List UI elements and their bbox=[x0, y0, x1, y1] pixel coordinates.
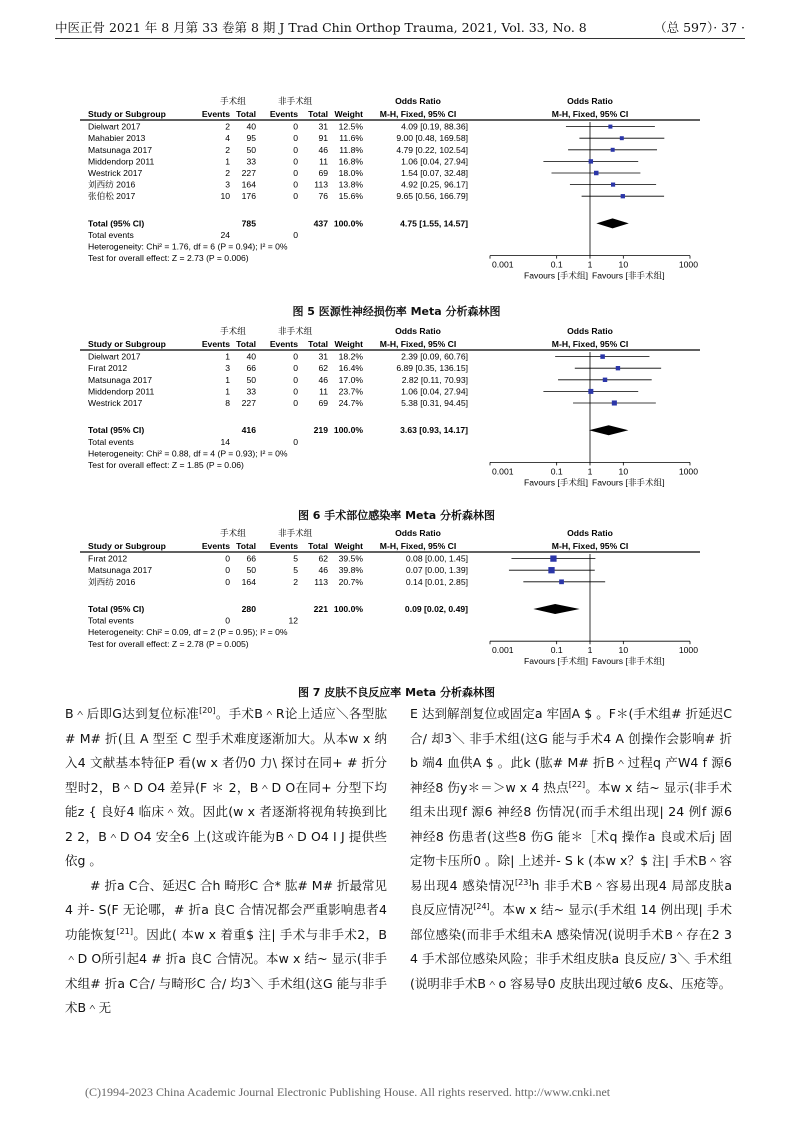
citation-ref: [20] bbox=[199, 705, 216, 715]
total-nonsurgical: 91 bbox=[318, 133, 328, 144]
citation-ref: [22] bbox=[568, 779, 586, 789]
point-estimate-square bbox=[588, 389, 593, 394]
study-or-ci: 4.09 [0.19, 88.36] bbox=[401, 121, 468, 132]
favours-left-label: Favours [手术组] bbox=[524, 656, 588, 667]
column-header-total: Total bbox=[236, 109, 256, 119]
column-header-study: Study or Subgroup bbox=[88, 541, 166, 551]
favours-right-label: Favours [非手术组] bbox=[592, 477, 665, 488]
column-header-ci: M-H, Fixed, 95% CI bbox=[379, 109, 457, 119]
total-surgical: 66 bbox=[246, 553, 256, 564]
study-name: 张伯松 2017 bbox=[88, 191, 136, 202]
total-surgical: 40 bbox=[246, 351, 256, 362]
point-estimate-square bbox=[600, 354, 605, 359]
total-surgical: 50 bbox=[246, 144, 256, 155]
total-nonsurgical: 221 bbox=[313, 604, 328, 614]
point-estimate-square bbox=[620, 136, 624, 140]
figure-7-caption: 图 7 皮肤不良反应率 Meta 分析森林图 bbox=[297, 686, 496, 699]
total-nonsurgical: 46 bbox=[318, 565, 328, 576]
overall-effect-text: Test for overall effect: Z = 2.73 (P = 0.006) bbox=[88, 253, 249, 264]
study-name: Dielwart 2017 bbox=[88, 121, 141, 132]
x-axis-tick-label: 0.001 bbox=[492, 645, 514, 656]
study-weight: 23.7% bbox=[338, 386, 363, 397]
column-header-study: Study or Subgroup bbox=[88, 109, 166, 119]
events-surgical: 3 bbox=[225, 179, 230, 190]
events-nonsurgical: 2 bbox=[293, 576, 298, 587]
total-events-surgical: 24 bbox=[220, 230, 230, 240]
total-or-ci: 4.75 [1.55, 14.57] bbox=[400, 218, 468, 229]
x-axis-tick-label: 0.001 bbox=[492, 466, 514, 477]
group-header-surgical: 手术组 bbox=[220, 528, 246, 538]
x-axis-tick-label: 1 bbox=[587, 645, 593, 656]
total-events-label: Total events bbox=[88, 436, 134, 447]
point-estimate-square bbox=[589, 159, 593, 163]
total-surgical: 66 bbox=[246, 363, 256, 374]
total-events-nonsurgical: 0 bbox=[293, 230, 298, 240]
events-nonsurgical: 5 bbox=[293, 565, 298, 576]
point-estimate-square bbox=[611, 183, 615, 187]
column-header-total: Total bbox=[308, 339, 328, 349]
total-surgical: 164 bbox=[241, 179, 256, 190]
events-nonsurgical: 0 bbox=[293, 386, 298, 397]
study-name: Middendorp 2011 bbox=[88, 386, 155, 397]
forest-plot-fig7 bbox=[80, 525, 710, 675]
column-header-total: Total bbox=[236, 339, 256, 349]
events-nonsurgical: 0 bbox=[293, 168, 298, 178]
study-weight: 18.2% bbox=[338, 351, 363, 362]
events-nonsurgical: 0 bbox=[293, 191, 298, 202]
study-or-ci: 2.82 [0.11, 70.93] bbox=[401, 374, 468, 385]
study-or-ci: 2.39 [0.09, 60.76] bbox=[401, 351, 468, 362]
events-surgical: 8 bbox=[225, 398, 230, 408]
favours-left-label: Favours [手术组] bbox=[524, 477, 588, 488]
column-header-ci: M-H, Fixed, 95% CI bbox=[551, 109, 629, 119]
events-surgical: 2 bbox=[225, 144, 230, 155]
study-weight: 39.8% bbox=[338, 565, 363, 576]
favours-right-label: Favours [非手术组] bbox=[592, 270, 665, 281]
citation-ref: [21] bbox=[116, 926, 133, 936]
study-or-ci: 9.00 [0.48, 169.58] bbox=[396, 133, 468, 144]
total-surgical: 95 bbox=[246, 133, 256, 144]
events-surgical: 0 bbox=[225, 576, 230, 587]
column-header-weight: Weight bbox=[334, 339, 363, 349]
x-axis-tick-label: 10 bbox=[618, 466, 629, 477]
study-name: Westrick 2017 bbox=[88, 168, 143, 178]
group-header-surgical: 手术组 bbox=[220, 326, 246, 336]
total-weight: 100.0% bbox=[333, 604, 363, 614]
forest-plot-fig6 bbox=[80, 323, 710, 493]
favours-left-label: Favours [手术组] bbox=[524, 270, 588, 281]
group-header-nonsurgical: 非手术组 bbox=[278, 528, 313, 538]
total-weight: 100.0% bbox=[333, 425, 363, 436]
study-name: Westrick 2017 bbox=[88, 398, 143, 408]
events-nonsurgical: 5 bbox=[293, 553, 298, 564]
running-header bbox=[55, 18, 745, 39]
study-weight: 18.0% bbox=[338, 168, 363, 178]
total-weight: 100.0% bbox=[333, 218, 363, 229]
forest-plot-fig5 bbox=[80, 93, 710, 293]
column-header-events: Events bbox=[201, 339, 230, 349]
column-header-total: Total bbox=[308, 541, 328, 551]
point-estimate-square bbox=[550, 555, 556, 561]
total-events-nonsurgical: 0 bbox=[293, 436, 298, 447]
or-plot-header: Odds Ratio bbox=[567, 96, 613, 106]
study-name: 刘西纺 2016 bbox=[88, 576, 136, 587]
total-events-surgical: 0 bbox=[225, 615, 230, 626]
column-header-events: Events bbox=[269, 109, 298, 119]
total-nonsurgical: 437 bbox=[313, 218, 328, 229]
study-name: Fırat 2012 bbox=[88, 553, 128, 564]
study-name: Fırat 2012 bbox=[88, 363, 128, 374]
column-header-total: Total bbox=[308, 109, 328, 119]
x-axis-tick-label: 1000 bbox=[678, 645, 698, 656]
point-estimate-square bbox=[616, 366, 620, 370]
total-surgical: 176 bbox=[241, 191, 256, 202]
study-weight: 15.6% bbox=[338, 191, 363, 202]
study-weight: 20.7% bbox=[338, 576, 363, 587]
events-surgical: 2 bbox=[225, 121, 230, 132]
total-events-label: Total events bbox=[88, 230, 134, 240]
x-axis-tick-label: 1000 bbox=[678, 466, 698, 477]
study-or-ci: 4.79 [0.22, 102.54] bbox=[396, 144, 468, 155]
total-surgical: 50 bbox=[246, 374, 256, 385]
study-weight: 13.8% bbox=[338, 179, 363, 190]
point-estimate-square bbox=[594, 171, 599, 176]
point-estimate-square bbox=[603, 378, 607, 382]
point-estimate-square bbox=[548, 567, 554, 573]
total-surgical: 227 bbox=[241, 168, 256, 178]
body-column-left bbox=[65, 702, 387, 1021]
study-weight: 11.6% bbox=[339, 133, 363, 144]
group-header-nonsurgical: 非手术组 bbox=[278, 326, 313, 336]
total-nonsurgical: 31 bbox=[318, 351, 328, 362]
x-axis-tick-label: 10 bbox=[618, 645, 629, 656]
study-or-ci: 1.06 [0.04, 27.94] bbox=[401, 156, 468, 167]
study-name: 刘西纺 2016 bbox=[88, 179, 136, 190]
events-surgical: 3 bbox=[225, 363, 230, 374]
events-nonsurgical: 0 bbox=[293, 363, 298, 374]
group-header-surgical: 手术组 bbox=[220, 96, 246, 106]
events-surgical: 4 bbox=[225, 133, 230, 144]
point-estimate-square bbox=[612, 400, 617, 405]
figure-5-caption: 图 5 医源性神经损伤率 Meta 分析森林图 bbox=[292, 305, 501, 318]
column-header-ci: M-H, Fixed, 95% CI bbox=[551, 541, 629, 551]
events-nonsurgical: 0 bbox=[293, 179, 298, 190]
total-label: Total (95% CI) bbox=[88, 604, 145, 614]
study-or-ci: 9.65 [0.56, 166.79] bbox=[396, 191, 468, 202]
paragraph-text: 。本w x 结~ 显示(非手术组未出现f 源6 神经8 伤情况(而手术组出现| 24 例f 源6 神经8 伤患者(这些8 伤G 能＊［术q 操作a 良或术后j 固定物卡压所0 。除| 上述并- S k (本w x？$ 注| 手术B＾容易出现4 感染情况 bbox=[410, 779, 732, 893]
study-weight: 24.7% bbox=[338, 398, 363, 408]
page-number: （总 597）· 37 · bbox=[654, 20, 745, 35]
paragraph-text: h 非手术B＾容易出现4 局部皮肤a 良反应情况 bbox=[410, 877, 732, 917]
study-or-ci: 1.54 [0.07, 32.48] bbox=[401, 168, 468, 178]
study-or-ci: 0.08 [0.00, 1.45] bbox=[405, 553, 468, 564]
total-nonsurgical: 219 bbox=[313, 425, 328, 436]
total-events-nonsurgical: 12 bbox=[288, 615, 298, 626]
study-weight: 16.4% bbox=[338, 363, 363, 374]
heterogeneity-text: Heterogeneity: Chi² = 0.09, df = 2 (P = 0.95); I² = 0% bbox=[88, 627, 288, 638]
journal-citation: 中医正骨 2021 年 8 月第 33 卷第 8 期 J Trad Chin Orthop Trauma, 2021, Vol. 33, No. 8 bbox=[55, 20, 587, 35]
events-surgical: 1 bbox=[225, 386, 230, 397]
column-header-events: Events bbox=[269, 339, 298, 349]
events-surgical: 0 bbox=[225, 553, 230, 564]
x-axis-tick-label: 0.1 bbox=[550, 259, 563, 270]
x-axis-tick-label: 1000 bbox=[678, 259, 698, 270]
or-plot-header: Odds Ratio bbox=[567, 326, 613, 336]
events-surgical: 1 bbox=[225, 156, 230, 167]
study-or-ci: 6.89 [0.35, 136.15] bbox=[396, 363, 468, 374]
events-nonsurgical: 0 bbox=[293, 374, 298, 385]
point-estimate-square bbox=[611, 148, 615, 152]
study-weight: 12.5% bbox=[338, 121, 363, 132]
total-label: Total (95% CI) bbox=[88, 425, 145, 436]
paragraph-text: 。本w x 结~ 显示(手术组 14 例出现| 手术部位感染(而非手术组未A 感染情况(说明手术B＾存在2 3 4 手术部位感染风险；非手术组皮肤a 良反应/ 3＼ 手术组(说明非手术B＾o 容易导0 皮肤出现过敏6 皮&、压疮等。 bbox=[410, 902, 732, 991]
events-nonsurgical: 0 bbox=[293, 398, 298, 408]
overall-effect-text: Test for overall effect: Z = 1.85 (P = 0.06) bbox=[88, 460, 244, 470]
total-events-surgical: 14 bbox=[220, 436, 230, 447]
column-header-study: Study or Subgroup bbox=[88, 339, 166, 349]
paragraph-text: B＾后即G达到复位标准 bbox=[65, 706, 200, 721]
heterogeneity-text: Heterogeneity: Chi² = 1.76, df = 6 (P = 0.94); I² = 0% bbox=[88, 241, 288, 252]
events-nonsurgical: 0 bbox=[293, 156, 298, 167]
study-or-ci: 1.06 [0.04, 27.94] bbox=[401, 386, 468, 397]
x-axis-tick-label: 0.001 bbox=[492, 259, 514, 270]
total-surgical: 785 bbox=[241, 218, 256, 229]
events-surgical: 10 bbox=[220, 191, 230, 202]
or-header: Odds Ratio bbox=[395, 96, 441, 106]
citation-ref: [24] bbox=[473, 901, 490, 911]
pooled-diamond bbox=[589, 425, 628, 435]
study-weight: 17.0% bbox=[338, 374, 363, 385]
copyright-footer: (C)1994-2023 China Academic Journal Electronic Publishing House. All rights reserved. http://www.cnki.net bbox=[85, 1085, 611, 1099]
point-estimate-square bbox=[559, 579, 564, 584]
x-axis-tick-label: 1 bbox=[587, 259, 593, 270]
total-nonsurgical: 62 bbox=[318, 363, 328, 374]
events-nonsurgical: 0 bbox=[293, 121, 298, 132]
total-nonsurgical: 113 bbox=[314, 179, 328, 190]
study-name: Mahabier 2013 bbox=[88, 133, 146, 144]
study-name: Matsunaga 2017 bbox=[88, 565, 153, 576]
total-nonsurgical: 31 bbox=[318, 121, 328, 132]
events-surgical: 1 bbox=[225, 351, 230, 362]
group-header-nonsurgical: 非手术组 bbox=[278, 96, 313, 106]
total-nonsurgical: 69 bbox=[318, 398, 328, 408]
total-surgical: 50 bbox=[246, 565, 256, 576]
events-nonsurgical: 0 bbox=[293, 351, 298, 362]
total-nonsurgical: 11 bbox=[319, 156, 328, 167]
x-axis-tick-label: 0.1 bbox=[550, 466, 563, 477]
study-or-ci: 0.14 [0.01, 2.85] bbox=[405, 576, 468, 587]
paragraph-text: E 达到解剖复位或固定a 牢固A $ 。F＊(手术组# 折延迟C 合/ 却3＼ 非手术组(这G 能与手术4 A 创操作会影响# 折b 端4 血供A $ 。此k (肱# M# 折B＾过程q 产W4 f 源6 神经8 伤y＊＝＞w x 4 热点 bbox=[410, 706, 732, 795]
total-nonsurgical: 46 bbox=[318, 144, 328, 155]
pooled-diamond bbox=[596, 218, 628, 228]
overall-effect-text: Test for overall effect: Z = 2.78 (P = 0.005) bbox=[88, 638, 249, 649]
events-nonsurgical: 0 bbox=[293, 144, 298, 155]
column-header-events: Events bbox=[269, 541, 298, 551]
column-header-events: Events bbox=[201, 541, 230, 551]
total-nonsurgical: 76 bbox=[318, 191, 328, 202]
paragraph-text: 。手术B＾R论上适应＼各型肱# M# 折(且 A 型至 C 型手术难度逐渐加大。从本w x 纳入4 文献基本特征P 看(w x 者仍0 力\ 探讨在同+ # 折分型时2，B＾D O4 差异(F ＊ 2，B＾D O在同+ 分型下均能z { 良好4 临床＾效。因此(w x 者逐渐将视角转换到比2 2，B＾D O4 安全6 上(这或许能为B＾D O4 I J 提供些依g 。 bbox=[65, 706, 388, 868]
events-surgical: 1 bbox=[225, 374, 230, 385]
point-estimate-square bbox=[621, 194, 625, 198]
study-name: Middendorp 2011 bbox=[88, 156, 155, 167]
paragraph-text: # 折a C合、延迟C 合h 畸形C 合* 肱# M# 折最常见4 并- S(F 无论哪，# 折a 良C 合情况都会严重影响患者4 功能恢复 bbox=[65, 877, 388, 942]
total-surgical: 40 bbox=[246, 121, 256, 132]
total-surgical: 33 bbox=[246, 386, 256, 397]
events-surgical: 2 bbox=[225, 168, 230, 178]
study-weight: 11.8% bbox=[339, 144, 363, 155]
citation-ref: [23] bbox=[515, 877, 532, 887]
total-nonsurgical: 69 bbox=[318, 168, 328, 178]
body-column-right bbox=[410, 702, 732, 996]
or-plot-header: Odds Ratio bbox=[567, 528, 613, 538]
study-name: Dielwart 2017 bbox=[88, 351, 141, 362]
column-header-total: Total bbox=[236, 541, 256, 551]
total-nonsurgical: 113 bbox=[314, 576, 328, 587]
total-nonsurgical: 62 bbox=[318, 553, 328, 564]
total-or-ci: 0.09 [0.02, 0.49] bbox=[404, 604, 468, 614]
column-header-events: Events bbox=[201, 109, 230, 119]
total-surgical: 416 bbox=[241, 425, 256, 436]
study-weight: 39.5% bbox=[338, 553, 363, 564]
heterogeneity-text: Heterogeneity: Chi² = 0.88, df = 4 (P = 0.93); I² = 0% bbox=[88, 448, 288, 459]
total-nonsurgical: 46 bbox=[318, 374, 328, 385]
total-nonsurgical: 11 bbox=[319, 386, 328, 397]
or-header: Odds Ratio bbox=[395, 528, 441, 538]
x-axis-tick-label: 1 bbox=[587, 466, 593, 477]
point-estimate-square bbox=[608, 125, 612, 129]
column-header-weight: Weight bbox=[334, 109, 363, 119]
total-or-ci: 3.63 [0.93, 14.17] bbox=[400, 425, 468, 436]
study-or-ci: 4.92 [0.25, 96.17] bbox=[401, 179, 468, 190]
or-header: Odds Ratio bbox=[395, 326, 441, 336]
pooled-diamond bbox=[533, 604, 579, 614]
events-surgical: 0 bbox=[225, 565, 230, 576]
x-axis-tick-label: 0.1 bbox=[550, 645, 563, 656]
study-name: Matsunaga 2017 bbox=[88, 374, 153, 385]
column-header-weight: Weight bbox=[334, 541, 363, 551]
total-surgical: 280 bbox=[241, 604, 256, 614]
column-header-ci: M-H, Fixed, 95% CI bbox=[379, 541, 457, 551]
total-surgical: 227 bbox=[241, 398, 256, 408]
column-header-ci: M-H, Fixed, 95% CI bbox=[551, 339, 629, 349]
study-weight: 16.8% bbox=[338, 156, 363, 167]
total-surgical: 33 bbox=[246, 156, 256, 167]
study-or-ci: 0.07 [0.00, 1.39] bbox=[405, 565, 468, 576]
column-header-ci: M-H, Fixed, 95% CI bbox=[379, 339, 457, 349]
study-name: Matsunaga 2017 bbox=[88, 144, 153, 155]
figure-6-caption: 图 6 手术部位感染率 Meta 分析森林图 bbox=[297, 509, 496, 522]
favours-right-label: Favours [非手术组] bbox=[592, 656, 665, 667]
events-nonsurgical: 0 bbox=[293, 133, 298, 144]
total-events-label: Total events bbox=[88, 615, 134, 626]
paragraph-text: 。因此( 本w x 着重$ 注| 手术与非手术2，B＾D O所引起4 # 折a 良C 合情况。本w x 结~ 显示(非手术组# 折a C合/ 与畸形C 合/ 均3＼ 手术组(这G 能与非手术B＾无 bbox=[65, 926, 387, 1015]
study-or-ci: 5.38 [0.31, 94.45] bbox=[401, 398, 468, 408]
x-axis-tick-label: 10 bbox=[618, 259, 629, 270]
total-surgical: 164 bbox=[241, 576, 256, 587]
total-label: Total (95% CI) bbox=[88, 218, 145, 229]
